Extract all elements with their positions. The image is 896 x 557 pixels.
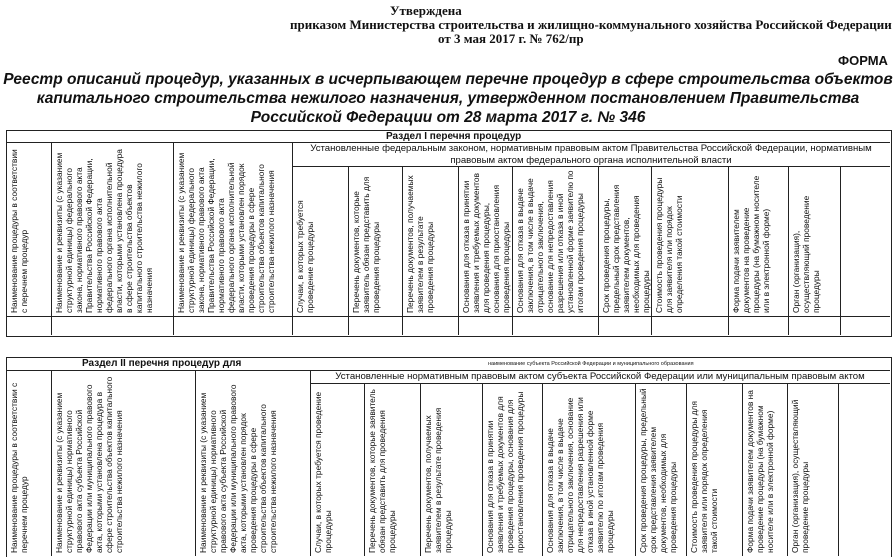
- column-header: Основания для отказа в выдаче заключения, в том числе в выдаче отрицательного заключения, основание для непредоставления разрешения или отказа в иной установленной форме заявителю по итогам проведения процедуры: [515, 170, 585, 313]
- column-rule: [364, 383, 365, 556]
- order-reference: приказом Министерства строительства и жилищно-коммунального хозяйства Российской Федерации: [290, 17, 892, 32]
- form-label: ФОРМА: [838, 53, 888, 68]
- column-header: Наименование и реквизиты (с указанием структурной единицы) нормативного правового акта субъекта Российской Федерации или муниципального правового акта, которыми установлен порядок проведения процедуры в сфере строительства объектов капитального строительства нежилого назначения: [198, 384, 278, 553]
- column-header: Случаи, в которых требуется проведение процедуры: [313, 391, 333, 553]
- column-header: Форма подачи заявителем документов на проведение процедуры (на бумажном носителе или в электронной форме): [745, 390, 775, 553]
- column-rule: [420, 383, 421, 556]
- column-header: Основания для отказа в принятии заявления и требуемых документов для проведения процедуры, основания для приостановления проведения процедуры: [461, 172, 511, 313]
- column-header: Форма подачи заявителем документов на проведение процедуры (на бумажном носителе или в электронной форме): [731, 175, 771, 313]
- column-rule: [651, 166, 652, 335]
- column-header: Срок проведения процедуры, предельный срок представления заявителем документов, необходимых для проведения процедуры: [638, 388, 678, 553]
- approval-note: Утверждена: [390, 3, 462, 18]
- column-header: Срок проведения процедуры, предельный срок представления заявителем документов, необходимых для проведения процедуры: [601, 184, 651, 313]
- column-header: Стоимость проведения процедуры для заявителя или порядок определения такой стоимости: [689, 401, 719, 553]
- column-header: Наименование процедуры в соответствии с перечнем процедур: [9, 149, 29, 313]
- column-rule: [51, 370, 52, 556]
- column-header: Основания для отказа в выдаче заключения, в том числе в выдаче отрицательного заключения, основание для непредоставления разрешения или отказа в иной установленной форме заявителю по итогам проведения процедуры: [545, 397, 615, 553]
- column-rule: [838, 383, 839, 556]
- column-rule: [787, 383, 788, 556]
- column-header: Перечень документов, получаемых заявителем в результате проведения процедуры: [405, 175, 435, 313]
- title-line: Российской Федерации от 28 марта 2017 г. № 346: [250, 109, 646, 126]
- column-rule: [686, 383, 687, 556]
- column-header: Основания для отказа в принятии заявления и требуемых документов для проведения процедуры, основания для приостановления проведения процедуры: [485, 391, 525, 553]
- column-rule: [542, 383, 543, 556]
- column-header: Наименование и реквизиты (с указанием структурной единицы) нормативного правового акта субъекта Российской Федерации или муниципального правового акта, которыми установлена процедура в сфере строительства объектов капитального строительства нежилого назначения: [54, 376, 124, 553]
- section2-title: Раздел II перечня процедур для: [82, 358, 242, 369]
- column-group-header: Установленные федеральным законом, нормативным правовым актом Правительства Российской Федерации, нормативным правовым актом федерального органа исполнительной власти: [310, 143, 872, 166]
- column-group-header: Установленные нормативным правовым актом субъекта Российской Федерации или муниципальным правовым актом: [335, 371, 865, 382]
- column-rule: [402, 166, 403, 335]
- column-rule: [635, 383, 636, 556]
- column-header: Перечень документов, которые заявитель обязан представить для проведения процедуры: [367, 389, 397, 553]
- column-rule: [195, 370, 196, 556]
- column-rule: [51, 142, 52, 335]
- column-rule: [742, 383, 743, 556]
- column-rule: [788, 166, 789, 335]
- column-rule: [482, 383, 483, 556]
- subject-caption: наименование субъекта Российской Федерации и муниципального образования: [488, 361, 694, 367]
- column-rule: [598, 166, 599, 335]
- column-header: Наименование и реквизиты (с указанием структурной единицы) федерального закона, нормативного правового акта Правительства Российской Федерации, нормативного правового акта федерального органа исполнительной власти, которыми установлена процедура в сфере строительства объектов капитального строительства нежилого назначения: [54, 149, 154, 313]
- document-title: [0, 70, 896, 127]
- title-line: капитального строительства нежилого назначения, утвержденном постановлением Правительства: [36, 90, 860, 107]
- group-rule: [310, 383, 890, 384]
- column-header: Орган (организация), осуществляющий проведение процедуры: [791, 195, 821, 313]
- column-rule: [310, 370, 311, 556]
- column-header: Орган (организация), осуществляющий проведение процедуры: [790, 399, 810, 553]
- order-date: от 3 мая 2017 г. № 762/пр: [438, 31, 584, 46]
- column-rule: [728, 166, 729, 335]
- column-header: Перечень документов, получаемых заявителем в результате проведения процедуры: [423, 407, 453, 553]
- column-header: Стоимость проведения процедуры для заявителя или порядок определения такой стоимости: [654, 177, 684, 313]
- header-bottom-rule: [6, 316, 890, 317]
- title-line: Реестр описаний процедур, указанных в исчерпывающем перечне процедур в сфере строительства объектов: [3, 71, 893, 88]
- column-header: Случаи, в которых требуется проведение процедуры: [295, 200, 315, 313]
- column-rule: [173, 142, 174, 335]
- section1-title: Раздел I перечня процедур: [386, 131, 522, 142]
- column-rule: [292, 142, 293, 335]
- column-header: Перечень документов, которые заявитель обязан представить для проведения процедуры: [351, 176, 381, 313]
- column-rule: [840, 166, 841, 335]
- column-rule: [458, 166, 459, 335]
- column-rule: [348, 166, 349, 335]
- column-rule: [512, 166, 513, 335]
- column-header: Наименование и реквизиты (с указанием структурной единицы) федерального закона, нормативного правового акта Правительства Российской Федерации, нормативного правового акта федерального органа исполнительной власти, которыми установлен порядок проведения процедуры в сфере строительства объектов капитального строительства нежилого назначения: [176, 152, 276, 313]
- column-header: Наименование процедуры в соответствии с перечнем процедур: [9, 382, 29, 553]
